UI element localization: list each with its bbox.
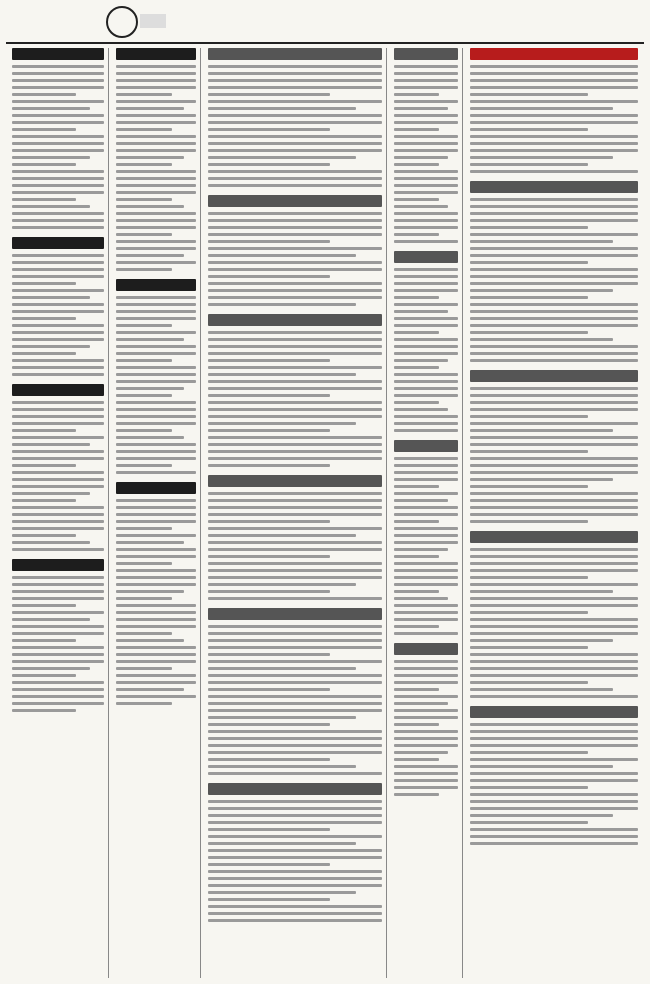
article-text-placeholder: [470, 548, 638, 698]
article-block: [394, 440, 458, 635]
article-heading: [394, 643, 458, 655]
article-heading: [394, 48, 458, 60]
article-heading: [208, 314, 382, 326]
article-block: [208, 48, 382, 187]
news-column: [390, 48, 463, 978]
article-text-placeholder: [208, 492, 382, 600]
article-heading: [470, 48, 638, 60]
article-heading: [208, 195, 382, 207]
article-block: [470, 181, 638, 362]
article-text-placeholder: [208, 65, 382, 187]
article-text-placeholder: [208, 331, 382, 467]
article-heading: [470, 531, 638, 543]
article-block: [470, 370, 638, 523]
article-text-placeholder: [208, 800, 382, 922]
news-column: [466, 48, 642, 978]
article-heading: [208, 783, 382, 795]
article-block: [470, 48, 638, 173]
news-column: [204, 48, 387, 978]
section-name: [140, 14, 166, 28]
article-block: [208, 314, 382, 467]
article-text-placeholder: [394, 268, 458, 432]
article-heading: [394, 251, 458, 263]
article-text-placeholder: [116, 65, 196, 271]
article-text-placeholder: [116, 499, 196, 705]
news-column: [112, 48, 201, 978]
article-text-placeholder: [394, 65, 458, 243]
masthead-rule: [6, 42, 644, 44]
article-text-placeholder: [12, 65, 104, 229]
article-text-placeholder: [208, 212, 382, 306]
article-block: [470, 531, 638, 698]
article-block: [208, 195, 382, 306]
article-heading: [12, 237, 104, 249]
article-block: [208, 783, 382, 922]
article-text-placeholder: [116, 296, 196, 474]
article-block: [394, 643, 458, 796]
article-text-placeholder: [12, 401, 104, 551]
article-block: [116, 482, 196, 705]
article-heading: [470, 370, 638, 382]
article-block: [116, 48, 196, 271]
article-block: [12, 384, 104, 551]
article-text-placeholder: [12, 254, 104, 376]
article-text-placeholder: [12, 576, 104, 712]
article-heading: [470, 181, 638, 193]
article-block: [12, 48, 104, 229]
article-block: [470, 706, 638, 845]
page-number-badge: [106, 6, 138, 38]
article-heading: [12, 384, 104, 396]
article-block: [394, 48, 458, 243]
article-block: [208, 475, 382, 600]
article-heading: [116, 48, 196, 60]
article-block: [12, 559, 104, 712]
article-heading: [12, 48, 104, 60]
publication-name: [474, 4, 644, 34]
article-heading: [470, 706, 638, 718]
article-heading: [116, 279, 196, 291]
article-text-placeholder: [470, 387, 638, 523]
article-text-placeholder: [394, 457, 458, 635]
article-heading: [116, 482, 196, 494]
article-text-placeholder: [470, 723, 638, 845]
article-text-placeholder: [470, 198, 638, 362]
article-block: [116, 279, 196, 474]
article-block: [208, 608, 382, 775]
article-heading: [208, 608, 382, 620]
article-text-placeholder: [394, 660, 458, 796]
article-heading: [208, 48, 382, 60]
news-column: [8, 48, 109, 978]
article-text-placeholder: [208, 625, 382, 775]
article-heading: [208, 475, 382, 487]
article-heading: [394, 440, 458, 452]
article-block: [394, 251, 458, 432]
article-block: [12, 237, 104, 376]
article-text-placeholder: [470, 65, 638, 173]
masthead: [6, 4, 644, 38]
article-heading: [12, 559, 104, 571]
